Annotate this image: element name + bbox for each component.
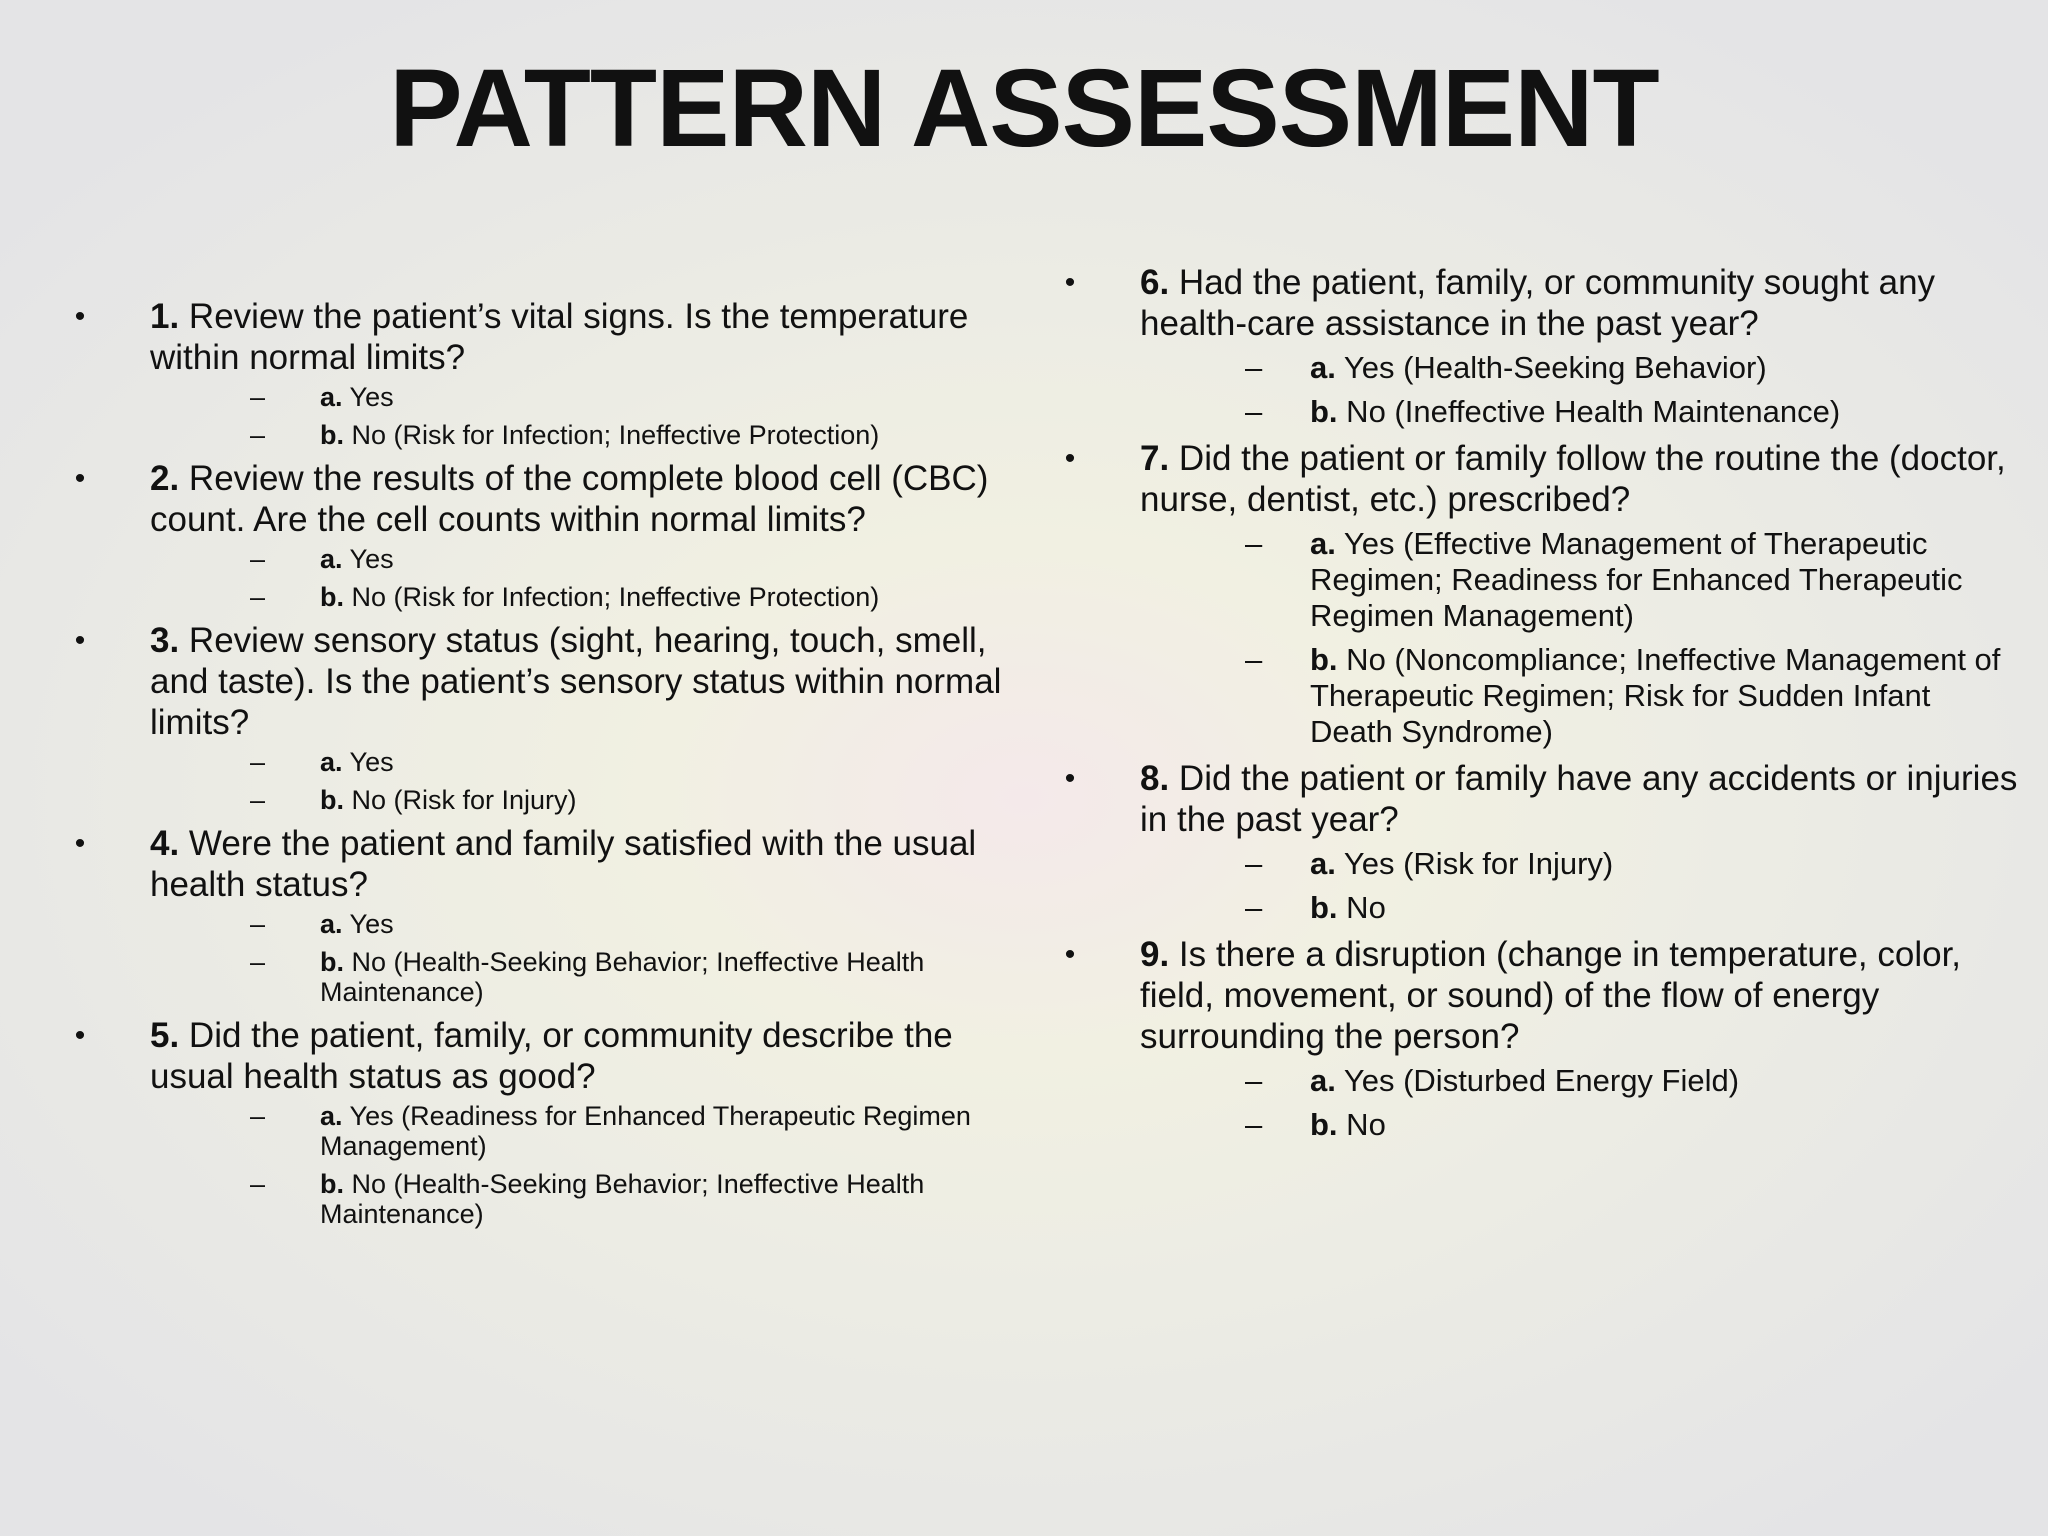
dash-icon: – [1245, 1063, 1263, 1098]
question-text: 8. Did the patient or family have any accidents or injuries in the past year? [1140, 759, 2018, 839]
question-text: 9. Is there a disruption (change in temperature, color, field, movement, or sound) of the flow of energy surrounding the person? [1140, 935, 1962, 1056]
bullet-icon: • [1064, 266, 1076, 299]
question-text: 5. Did the patient, family, or community describe the usual health status as good? [150, 1016, 953, 1096]
answer-options [150, 382, 1030, 450]
dash-icon: – [1245, 1107, 1263, 1142]
dash-icon: – [250, 747, 266, 777]
bullet-icon: • [74, 462, 86, 495]
question-list-left [70, 296, 1030, 1229]
answer-options [150, 1101, 1030, 1229]
question-4 [70, 823, 1030, 1007]
bullet-icon: • [74, 300, 86, 333]
bullet-icon: • [1064, 442, 1076, 475]
dash-icon: – [250, 582, 266, 612]
bullet-icon: • [74, 624, 86, 657]
bullet-icon: • [74, 827, 86, 860]
dash-icon: – [250, 785, 266, 815]
answer-options [150, 544, 1030, 612]
dash-icon: – [250, 947, 266, 977]
question-7 [1060, 438, 2020, 750]
answer-option-a: – a. Yes [250, 382, 394, 412]
dash-icon: – [1245, 890, 1263, 925]
answer-option-a: – a. Yes (Health-Seeking Behavior) [1245, 350, 1767, 385]
bullet-icon: • [1064, 938, 1076, 971]
answer-option-a: – a. Yes [250, 909, 394, 939]
question-number: 6. [1140, 263, 1170, 302]
question-2 [70, 458, 1030, 612]
dash-icon: – [250, 382, 266, 412]
dash-icon: – [250, 420, 266, 450]
dash-icon: – [250, 909, 266, 939]
question-text: 6. Had the patient, family, or community sought any health-care assistance in the past year? [1140, 263, 1936, 343]
question-number: 8. [1140, 759, 1170, 798]
answer-option-b: – b. No (Health-Seeking Behavior; Ineffective Health Maintenance) [250, 1169, 925, 1229]
answer-option-b: – b. No (Risk for Infection; Ineffective Protection) [250, 420, 880, 450]
dash-icon: – [250, 1101, 266, 1131]
answer-option-b: – b. No (Ineffective Health Maintenance) [1245, 394, 1841, 429]
answer-option-b: – b. No (Risk for Infection; Ineffective Protection) [250, 582, 880, 612]
dash-icon: – [250, 1169, 266, 1199]
question-number: 9. [1140, 935, 1170, 974]
right-column [1060, 262, 2020, 1151]
question-number: 7. [1140, 439, 1170, 478]
question-number: 3. [150, 621, 180, 660]
dash-icon: – [1245, 350, 1263, 385]
answer-option-a: – a. Yes (Readiness for Enhanced Therapeutic Regimen Management) [250, 1101, 971, 1161]
question-number: 5. [150, 1016, 180, 1055]
answer-options [1140, 846, 2020, 926]
answer-option-b: – b. No [1245, 1107, 1386, 1142]
question-text: 3. Review sensory status (sight, hearing, touch, smell, and taste). Is the patient’s sensory status within normal limits? [150, 621, 1002, 742]
question-list-right [1060, 262, 2020, 1143]
answer-option-b: – b. No (Noncompliance; Ineffective Management of Therapeutic Regimen; Risk for Sudden Infant Death Syndrome) [1245, 642, 2001, 749]
dash-icon: – [1245, 642, 1263, 677]
page-title: PATTERN ASSESSMENT [389, 47, 1659, 170]
bullet-icon: • [74, 1019, 86, 1052]
question-number: 4. [150, 824, 180, 863]
answer-option-a: – a. Yes [250, 747, 394, 777]
question-number: 1. [150, 297, 180, 336]
dash-icon: – [1245, 526, 1263, 561]
question-text: 1. Review the patient’s vital signs. Is the temperature within normal limits? [150, 297, 969, 377]
answer-options [150, 747, 1030, 815]
answer-options [1140, 1063, 2020, 1143]
question-5 [70, 1015, 1030, 1229]
question-9 [1060, 934, 2020, 1143]
answer-option-a: – a. Yes [250, 544, 394, 574]
question-8 [1060, 758, 2020, 926]
question-3 [70, 620, 1030, 815]
dash-icon: – [1245, 394, 1263, 429]
bullet-icon: • [1064, 762, 1076, 795]
answer-option-b: – b. No (Risk for Injury) [250, 785, 577, 815]
answer-option-a: – a. Yes (Risk for Injury) [1245, 846, 1614, 881]
question-6 [1060, 262, 2020, 430]
answer-options [1140, 526, 2020, 750]
question-number: 2. [150, 459, 180, 498]
question-1 [70, 296, 1030, 450]
question-text: 4. Were the patient and family satisfied with the usual health status? [150, 824, 977, 904]
answer-options [1140, 350, 2020, 430]
answer-options [150, 909, 1030, 1007]
question-text: 2. Review the results of the complete blood cell (CBC) count. Are the cell counts within normal limits? [150, 459, 989, 539]
dash-icon: – [250, 544, 266, 574]
answer-option-a: – a. Yes (Disturbed Energy Field) [1245, 1063, 1740, 1098]
answer-option-a: – a. Yes (Effective Management of Therapeutic Regimen; Readiness for Enhanced Therapeutic Regimen Management) [1245, 526, 1963, 633]
dash-icon: – [1245, 846, 1263, 881]
answer-option-b: – b. No (Health-Seeking Behavior; Ineffective Health Maintenance) [250, 947, 925, 1007]
question-text: 7. Did the patient or family follow the routine the (doctor, nurse, dentist, etc.) prescribed? [1140, 439, 2006, 519]
left-column [70, 296, 1030, 1237]
answer-option-b: – b. No [1245, 890, 1386, 925]
